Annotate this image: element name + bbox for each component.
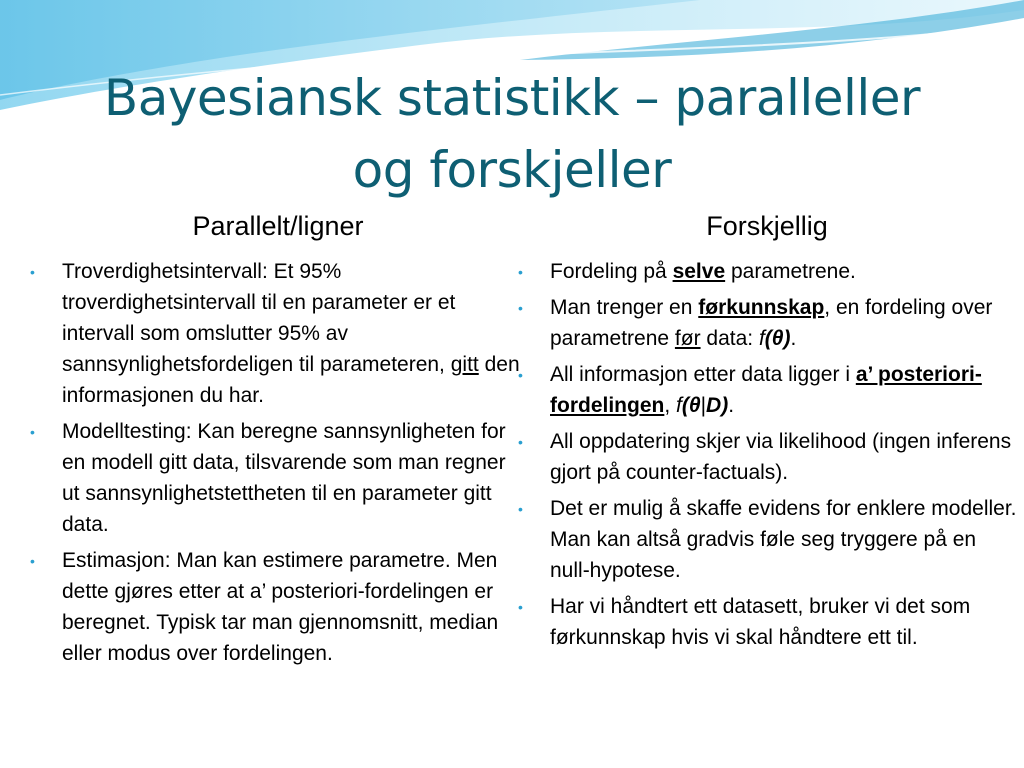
list-item [28,256,528,411]
bold-underlined-text: a’ posteriori-fordelingen [550,363,982,417]
bullet-icon: • [518,300,523,316]
slide-title-line2: og forskjeller [352,141,672,199]
bullet-icon: • [30,424,35,440]
list-item [516,591,1018,653]
list-item [516,292,1018,354]
math-f: f [676,394,682,417]
right-column [516,206,1018,658]
math-paren: ( [681,394,689,417]
bold-underlined-text: førkunnskap [698,296,825,319]
left-column [28,206,528,674]
slide-title-line1: Bayesiansk statistikk – paralleller [103,69,921,127]
item-text: Har vi håndtert ett datasett, bruker vi det som førkunnskap hvis vi skal håndtere ett til. [550,595,971,649]
list-item [28,545,528,669]
math-paren: ( [764,327,772,350]
item-text: Modelltesting: Kan beregne sannsynligheten for en modell gitt data, tilsvarende som man regner ut sannsynlighetstettheten til en parameter gitt data. [62,420,506,536]
bullet-icon: • [518,264,523,280]
underlined-text: før [674,327,701,350]
item-text: Det er mulig å skaffe evidens for enklere modeller. Man kan altså gradvis føle seg tryggere på en null-hypotese. [550,497,1017,582]
item-text: Man trenger en [550,296,699,319]
left-bullet-list [28,256,528,669]
item-text: Estimasjon: Man kan estimere parametre. Men dette gjøres etter at a’ posteriori-fordelingen er beregnet. Typisk tar man gjennomsnitt, median eller modus over fordelingen. [62,549,499,665]
math-theta: θ [688,394,701,417]
item-text: . [790,327,797,350]
item-text: den informasjonen du har. [62,353,520,407]
item-text: Troverdighetsintervall: Et 95% troverdighetsintervall til en parameter er et intervall som omslutter 95% av sannsynlighetsfordeligen til parameteren, [62,260,456,376]
math-bar: | [700,394,707,417]
bullet-icon: • [518,501,523,517]
list-item [516,256,1018,287]
item-text: parametrene. [725,260,856,283]
math-f: f [758,327,765,350]
item-text: Fordeling på [550,260,673,283]
list-item [516,426,1018,488]
slide-title [40,62,984,206]
right-bullet-list [516,256,1018,653]
bullet-icon: • [518,599,523,615]
item-text: , [664,394,677,417]
bullet-icon: • [30,553,35,569]
math-D: D) [706,394,729,417]
underlined-text: gitt [450,353,479,376]
bold-underlined-text: selve [672,260,726,283]
item-text: All oppdatering skjer via likelihood (ingen inferens gjort på counter-factuals). [550,430,1012,484]
math-paren: ) [783,327,791,350]
item-text: data: [700,327,759,350]
bullet-icon: • [518,434,523,450]
right-column-heading: Forskjellig [706,211,828,241]
list-item [28,416,528,540]
bullet-icon: • [30,264,35,280]
math-theta: θ [771,327,784,350]
bullet-icon: • [518,367,523,383]
item-text: , en fordeling over parametrene [550,296,993,350]
item-text: . [728,394,735,417]
left-column-heading: Parallelt/ligner [192,211,364,241]
list-item [516,359,1018,421]
item-text: All informasjon etter data ligger i [550,363,856,386]
list-item [516,493,1018,586]
